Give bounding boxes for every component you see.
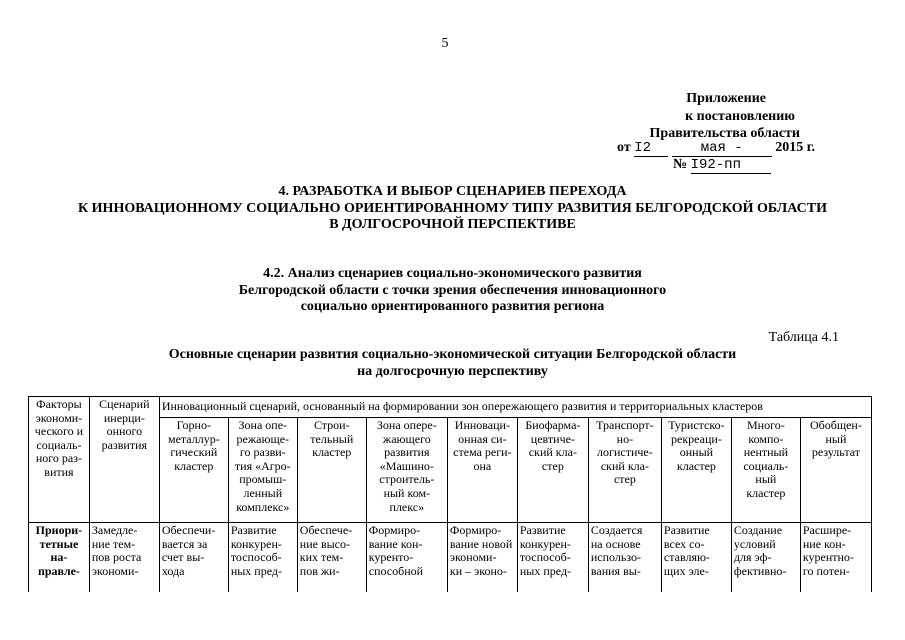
row-construction-cell: Обеспече- ние высо- ких тем- пов жи- [297, 523, 366, 606]
table-header-row [29, 397, 872, 418]
approval-title: Приложение [686, 91, 766, 106]
section-heading: 4. РАЗРАБОТКА И ВЫБОР СЦЕНАРИЕВ ПЕРЕХОДА К ИННОВАЦИОННОМУ СОЦИАЛЬНО ОРИЕНТИРОВАННОМУ ТИПУ РАЗВИТИЯ БЕЛГОРОДСКОЙ ОБЛАСТИ В ДОЛГОСРОЧНОЙ ПЕРСПЕКТИВЕ [78, 184, 827, 232]
header-factors: Факторы экономи- ческого и социаль- ного раз- вития [29, 397, 90, 523]
header-summary-result: Обобщен- ный результат [800, 418, 871, 523]
row-summary-cell: Расшире- ние кон- курентно- го потен- [800, 523, 871, 606]
header-social-cluster: Много- компо- нентный социаль- ный кластер [731, 418, 800, 523]
approval-month: мая - [672, 140, 772, 157]
approval-day: I2 [634, 140, 668, 157]
header-construction-cluster: Строи- тельный кластер [297, 418, 366, 523]
header-agro-zone: Зона опе- режающе- го разви- тия «Агро- промыш- ленный комплекс» [228, 418, 297, 523]
row-factor-cell: Приори- тетные на- правле- [29, 523, 90, 606]
table-number: Таблица 4.1 [768, 330, 839, 345]
header-tourism-cluster: Туристско- рекреаци- онный кластер [661, 418, 731, 523]
approval-number-line [673, 157, 771, 174]
header-mining-cluster: Горно- металлур- гический кластер [159, 418, 228, 523]
header-logistics-cluster: Транспорт- но- логистиче- ский кла- стер [588, 418, 661, 523]
row-mining-cell: Обеспечи- вается за счет вы- хода [159, 523, 228, 606]
header-inertial-scenario: Сценарий инерци- онного развития [89, 397, 159, 523]
header-machinery-zone: Зона опере- жающего развития «Машино- строитель- ный ком- плекс» [366, 418, 447, 523]
row-social-cell: Создание условий для эф- фективно- [731, 523, 800, 606]
approval-government: Правительства области [649, 126, 800, 141]
approval-number: I92-пп [691, 157, 771, 174]
page-bottom-margin [0, 592, 905, 640]
approval-from-label: от [617, 140, 631, 155]
page-number: 5 [441, 36, 449, 51]
row-inertial-cell: Замедле- ние тем- пов роста экономи- [89, 523, 159, 606]
subsection-heading: 4.2. Анализ сценариев социально-экономического развития Белгородской области с точки зрения обеспечения инновационного социально ориентированного развития региона [238, 266, 667, 314]
approval-year: 2015 г. [775, 140, 815, 155]
approval-date [617, 140, 815, 157]
table-caption: Основные сценарии развития социально-экономической ситуации Белгородской области на долгосрочную перспективу [168, 347, 737, 379]
row-tourism-cell: Развитие всех со- ставляю- щих эле- [661, 523, 731, 606]
header-innovation-system: Инноваци- онная си- стема реги- она [447, 418, 517, 523]
row-logistics-cell: Создается на основе использо- вания вы- [588, 523, 661, 606]
row-machinery-cell: Формиро- вание кон- куренто- способной [366, 523, 447, 606]
header-innovative-scenario: Инновационный сценарий, основанный на формировании зон опережающего развития и территориальных кластеров [159, 397, 871, 418]
header-biopharma-cluster: Биофарма- цевтиче- ский кла- стер [517, 418, 588, 523]
scenarios-table [28, 396, 872, 606]
approval-decree: к постановлению [685, 109, 795, 124]
approval-number-label: № [673, 157, 688, 172]
row-biopharma-cell: Развитие конкурен- тоспособ- ных пред- [517, 523, 588, 606]
row-agro-cell: Развитие конкурен- тоспособ- ных пред- [228, 523, 297, 606]
row-innovation-cell: Формиро- вание новой экономи- ки – эконо- [447, 523, 517, 606]
